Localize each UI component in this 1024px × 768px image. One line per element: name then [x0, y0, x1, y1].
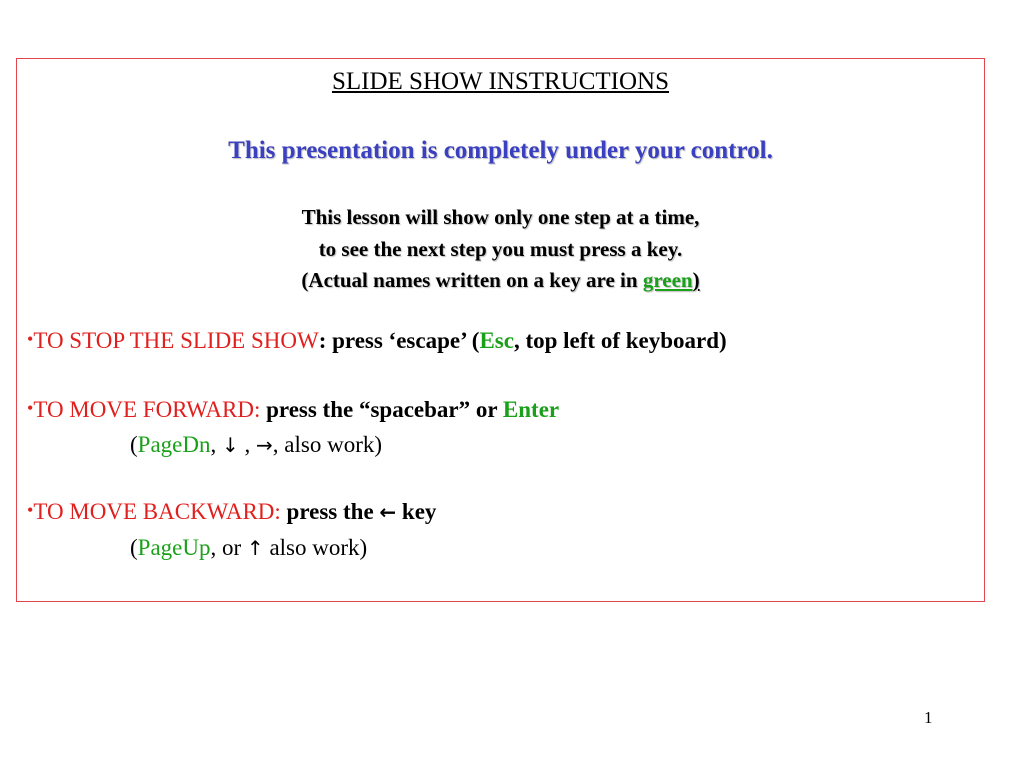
arrow-down-icon: ↓ — [222, 433, 239, 457]
arrow-right-icon: → — [256, 433, 273, 457]
pagedn-key: PageDn — [137, 432, 211, 457]
closing-paren: ) — [692, 268, 700, 292]
bullet-dot: • — [27, 329, 34, 349]
instruction-line-3-text: (Actual names written on a key are in — [301, 268, 643, 292]
forward-text: press the “spacebar” or — [260, 397, 503, 422]
slide-heading: SLIDE SHOW INSTRUCTIONS — [331, 68, 670, 95]
bullet-backward — [27, 499, 436, 525]
alt-end: also work) — [263, 535, 368, 560]
alt-sep-2: , — [238, 432, 257, 457]
stop-text-2: , top left of keyboard) — [513, 328, 727, 353]
bullet-dot: • — [27, 500, 34, 520]
stop-label: TO STOP THE SLIDE SHOW — [33, 328, 319, 353]
page-number: 1 — [924, 708, 933, 727]
instruction-line-1: This lesson will show only one step at a time, — [301, 205, 700, 229]
enter-key: Enter — [502, 397, 560, 422]
instruction-line-2: to see the next step you must press a key. — [318, 237, 683, 261]
esc-key: Esc — [479, 328, 514, 353]
backward-label: TO MOVE BACKWARD: — [33, 499, 281, 524]
alt-end: , also work) — [272, 432, 383, 457]
alt-open: ( — [130, 535, 138, 560]
backward-alternatives — [130, 535, 367, 561]
pageup-key: PageUp — [137, 535, 211, 560]
arrow-left-icon: ← — [379, 500, 397, 524]
green-word: green — [642, 268, 693, 292]
forward-alternatives — [130, 432, 382, 458]
bullet-dot: • — [27, 398, 34, 418]
instructions-frame — [16, 58, 985, 602]
backward-text-1: press the — [280, 499, 380, 524]
slide-subtitle: This presentation is completely under your control. — [228, 137, 773, 164]
alt-sep: , or — [210, 535, 247, 560]
forward-label: TO MOVE FORWARD: — [33, 397, 261, 422]
alt-open: ( — [130, 432, 138, 457]
bullet-stop — [27, 328, 727, 354]
instruction-line-3 — [17, 268, 984, 293]
arrow-up-icon: ↑ — [246, 536, 264, 560]
stop-text-1: : press ‘escape’ ( — [318, 328, 480, 353]
bullet-forward — [27, 397, 559, 423]
alt-sep-1: , — [210, 432, 222, 457]
backward-text-2: key — [396, 499, 437, 524]
